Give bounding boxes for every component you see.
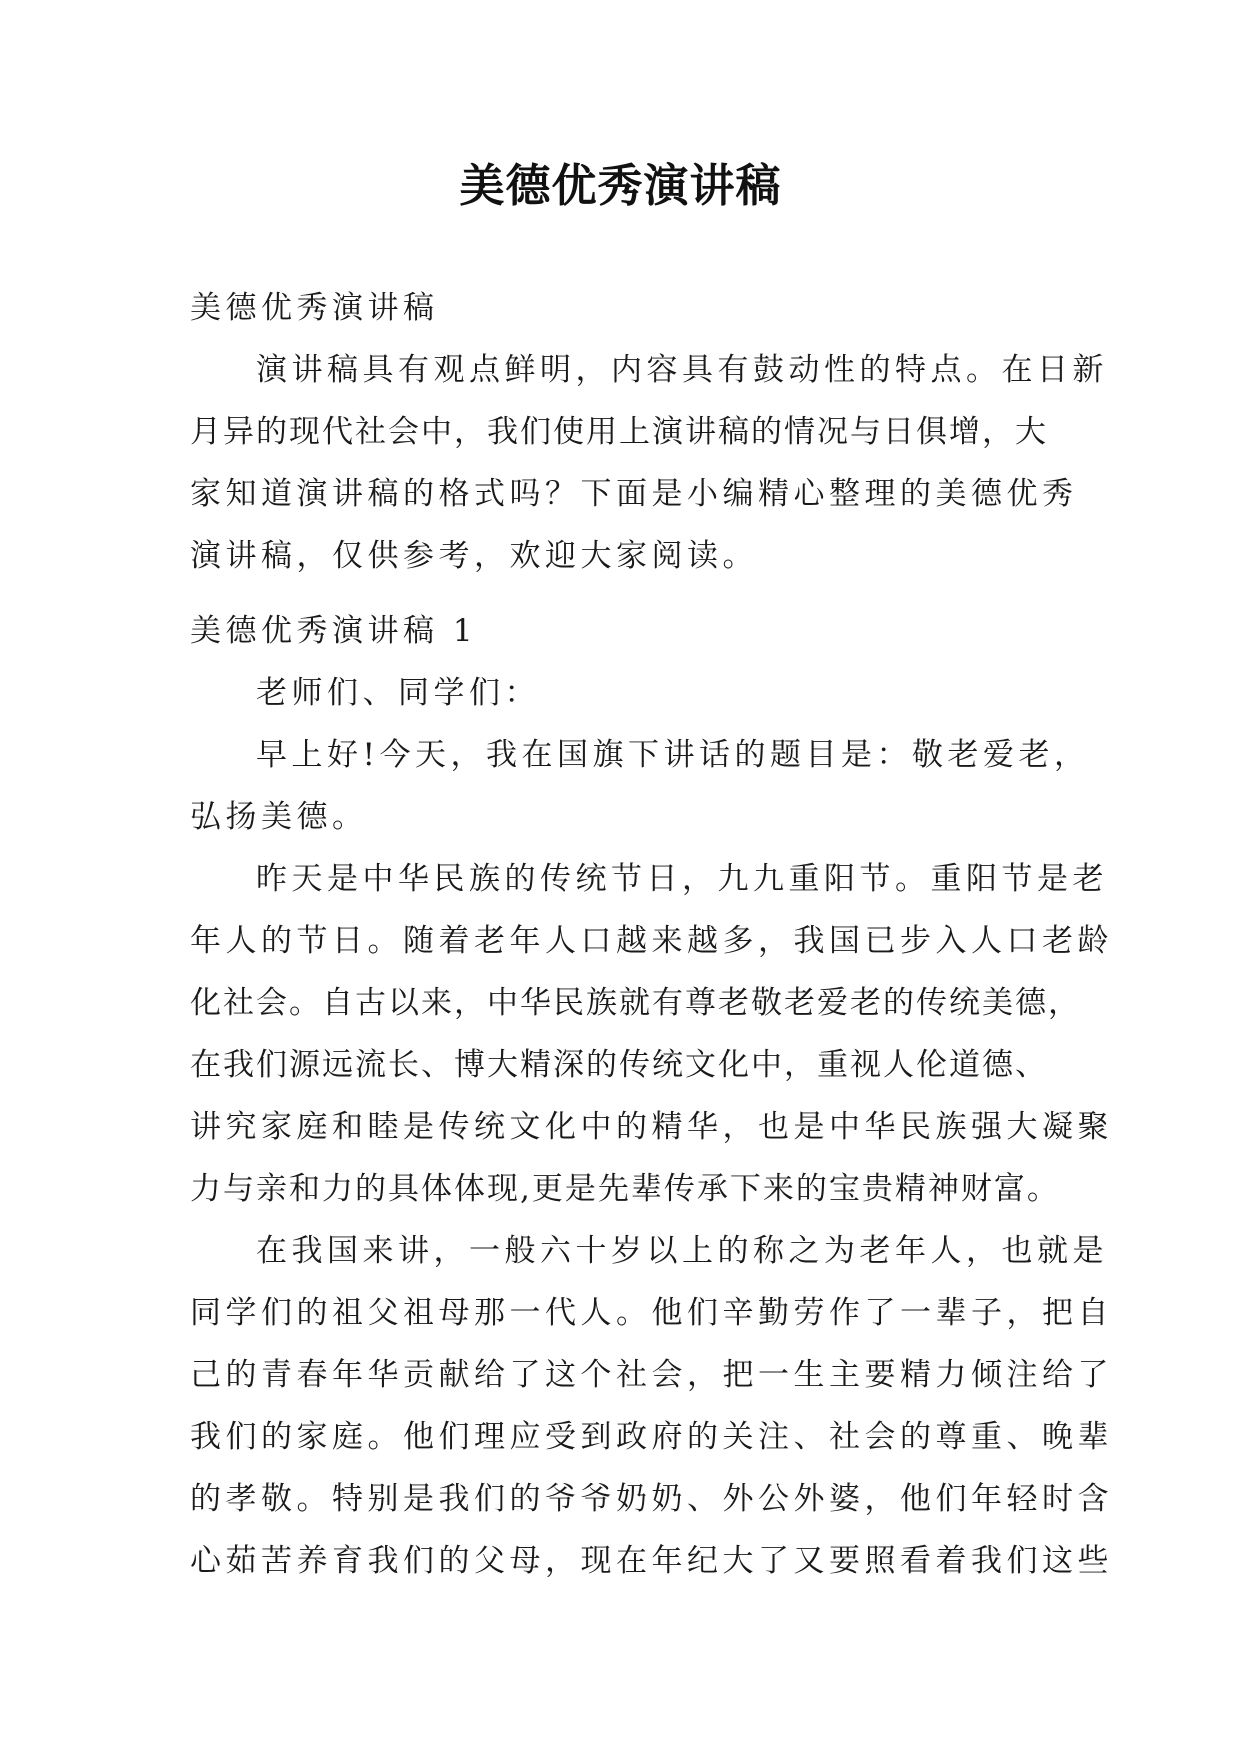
paragraph-line: 早上好!今天，我在国旗下讲话的题目是：敬老爱老， xyxy=(256,737,1090,773)
section-heading: 美德优秀演讲稿 xyxy=(190,290,439,326)
salutation-line: 老师们、同学们： xyxy=(256,675,540,711)
paragraph-line: 心茹苦养育我们的父母，现在年纪大了又要照看着我们这些 xyxy=(190,1543,1113,1579)
paragraph-line: 演讲稿，仅供参考，欢迎大家阅读。 xyxy=(190,538,758,574)
paragraph-line: 我们的家庭。他们理应受到政府的关注、社会的尊重、晚辈 xyxy=(190,1419,1113,1455)
paragraph-line: 化社会。自古以来，中华民族就有尊老敬老爱老的传统美德， xyxy=(190,985,1081,1021)
paragraph-line: 弘扬美德。 xyxy=(190,799,368,835)
paragraph-line: 己的青春年华贡献给了这个社会，把一生主要精力倾注给了 xyxy=(190,1357,1113,1393)
paragraph-line: 年人的节日。随着老年人口越来越多，我国已步入人口老龄 xyxy=(190,923,1113,959)
paragraph-line: 在我们源远流长、博大精深的传统文化中，重视人伦道德、 xyxy=(190,1047,1048,1083)
paragraph-line: 昨天是中华民族的传统节日，九九重阳节。重阳节是老 xyxy=(256,861,1108,897)
section-heading: 美德优秀演讲稿 1 xyxy=(190,613,478,649)
document-body xyxy=(190,290,1113,1605)
document-title: 美德优秀演讲稿 xyxy=(459,159,782,212)
paragraph-line: 家知道演讲稿的格式吗？下面是小编精心整理的美德优秀 xyxy=(190,476,1078,512)
paragraph-line: 月异的现代社会中，我们使用上演讲稿的情况与日俱增，大 xyxy=(190,414,1048,450)
paragraph-line: 在我国来讲，一般六十岁以上的称之为老年人，也就是 xyxy=(256,1233,1108,1269)
paragraph-line: 的孝敬。特别是我们的爷爷奶奶、外公外婆，他们年轻时含 xyxy=(190,1481,1113,1517)
paragraph-line: 力与亲和力的具体体现,更是先辈传承下来的宝贵精神财富。 xyxy=(190,1171,1060,1207)
paragraph-line: 同学们的祖父祖母那一代人。他们辛勤劳作了一辈子，把自 xyxy=(190,1295,1113,1331)
paragraph-line: 讲究家庭和睦是传统文化中的精华，也是中华民族强大凝聚 xyxy=(190,1109,1113,1145)
paragraph-line: 演讲稿具有观点鲜明，内容具有鼓动性的特点。在日新 xyxy=(256,352,1108,388)
